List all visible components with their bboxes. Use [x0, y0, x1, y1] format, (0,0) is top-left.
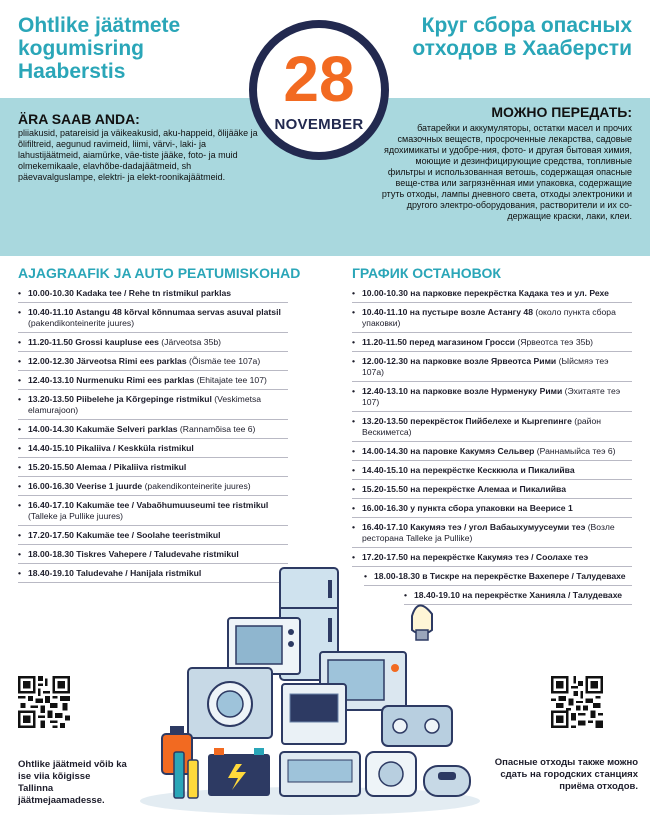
schedule-item-note: (Õismäe tee 107a)	[186, 356, 261, 366]
schedule-item-time-place: 16.40-17.10 Какумяэ теэ / угол Вабаыхумуусеуми теэ	[362, 522, 586, 532]
schedule-item-time-place: 18.40-19.10 Taludevahe / Hanijala ristmikul	[28, 568, 202, 578]
schedule-item-time-place: 11.20-11.50 Grossi kaupluse ees	[28, 337, 159, 347]
schedule-item	[352, 465, 632, 480]
schedule-item-time-place: 17.20-17.50 на перекрёстке Какумяэ теэ / Соолахе теэ	[362, 552, 589, 562]
schedule-item-time-place: 10.00-10.30 на парковке перекрёстка Кадака теэ и ул. Рехе	[362, 288, 609, 298]
schedule-item	[352, 356, 632, 382]
schedule-item	[18, 375, 288, 390]
schedule-item-note: (Ярвеотса теэ 35b)	[515, 337, 594, 347]
schedule-item	[18, 530, 288, 545]
schedule-item-time-place: 10.40-11.10 на пустыре возле Астангу 48	[362, 307, 533, 317]
schedule-item-time-place: 10.40-11.10 Astangu 48 kõrval kõnnumaa servas asuval platsil	[28, 307, 281, 317]
schedule-item-note: (pakendikonteinerite juures)	[142, 481, 251, 491]
accepted-text-russian: батарейки и аккумуляторы, остатки масел и прочих смазочных веществ, просроченные лекарства, садовые ядохимикаты и удобре-ния, фото- и другая бытовая химия, моющие и дезинфицирующие средства, топливные фильтры и использованная ветошь, содержащая опасные веще-ства или загрязнённая ими упаковка, содержащие ртуть отходы, лампы дневного света, отходы электроники и другого электро-оборудования, растворители и их со-держащие краски, лаки, клеи.	[381, 123, 632, 221]
qr-code-icon[interactable]	[551, 676, 603, 728]
schedule-item-note: (Раннамыйса теэ 6)	[534, 446, 616, 456]
schedule-item-note: (pakendikonteinerite juures)	[28, 318, 135, 328]
schedule-item-note: (Järveotsa 35b)	[158, 337, 222, 347]
title-estonian: Ohtlike jäätmete kogumisring Haaberstis	[18, 14, 181, 83]
schedule-item-note: (Rannamõisa tee 6)	[177, 424, 256, 434]
schedule-item	[18, 424, 288, 439]
schedule-item-note: (Talleke ja Pullike juures)	[28, 511, 124, 521]
accepted-items-estonian	[18, 111, 258, 183]
schedule-item	[352, 484, 632, 499]
schedule-item	[18, 356, 288, 371]
schedule-item-time-place: 11.20-11.50 перед магазином Гросси	[362, 337, 516, 347]
schedule-item-note: (Ыйсмяэ теэ 107a)	[362, 356, 609, 377]
schedule-item	[18, 288, 288, 303]
schedule-item	[18, 481, 288, 496]
hazardous-waste-pile-illustration	[132, 556, 482, 818]
accepted-text-estonian: pliiakusid, patareisid ja väikeakusid, aku-happeid, õlijääke ja õlifiltreid, aegunud ravimeid, liimi, värvi-, laki- ja lahustijäätmeid, aiamürke, väe-tiste jääke, foto- ja muid olmekemikaale, elavhõbe-dadajäätmeid, sh päevavalguslampe, elektri- ja elekt-roonikajäätmeid.	[18, 128, 258, 182]
schedule-item	[18, 443, 288, 458]
schedule-item-note: (Эхитаятe теэ 107)	[362, 386, 621, 407]
title-russian: Круг сбора опасных отходов в Хааберсти	[412, 14, 632, 60]
schedule-item	[18, 500, 288, 526]
schedule-item-time-place: 15.20-15.50 на перекрёстке Алемаа и Пикалийва	[362, 484, 566, 494]
schedule-item-note: (Veskimetsa elamurajoon)	[28, 394, 262, 415]
schedule-item	[352, 337, 632, 352]
accepted-items-russian	[376, 104, 632, 222]
date-circle	[249, 20, 389, 160]
date-day: 28	[283, 43, 355, 115]
schedule-item-time-place: 16.00-16.30 Veerise 1 juurde	[28, 481, 143, 491]
schedule-item	[352, 446, 632, 461]
schedule-item-note: (около пункта сбора упаковки)	[362, 307, 616, 328]
schedule-item	[352, 386, 632, 412]
schedule-item-note: (Ehitajate tee 107)	[194, 375, 267, 385]
schedule-item-time-place: 10.00-10.30 Kadaka tee / Rehe tn ristmikul parklas	[28, 288, 232, 298]
schedule-item-time-place: 18.40-19.10 на перекрёстке Ханияла / Талудевахе	[414, 590, 623, 600]
schedule-item	[352, 416, 632, 442]
footer-note-russian: Опасные отходы также можно сдать на городских станциях приёма отходов.	[494, 757, 638, 792]
schedule-item-time-place: 12.00-12.30 Järveotsa Rimi ees parklas	[28, 356, 187, 366]
schedule-item	[352, 307, 632, 333]
schedule-item-time-place: 14.00-14.30 Kakumäe Selveri parklas	[28, 424, 178, 434]
schedule-item	[18, 394, 288, 420]
schedule-item-time-place: 14.00-14.30 на паровке Какумяэ Сельвер	[362, 446, 535, 456]
schedule-item-time-place: 15.20-15.50 Alemaa / Pikaliiva ristmikul	[28, 462, 187, 472]
schedule-item	[18, 307, 288, 333]
schedule-item-time-place: 16.40-17.10 Kakumäe tee / Vabaõhumuuseumi tee ristmikul	[28, 500, 269, 510]
schedule-item-time-place: 14.40-15.10 Pikaliiva / Keskküla ristmikul	[28, 443, 194, 453]
schedule-item	[352, 522, 632, 548]
schedule-heading-russian: ГРАФИК ОСТАНОВОК	[352, 265, 501, 281]
schedule-item	[18, 462, 288, 477]
schedule-item	[352, 288, 632, 303]
schedule-item-note: (район Вескиметса)	[362, 416, 602, 437]
accepted-heading-russian: МОЖНО ПЕРЕДАТЬ:	[491, 104, 632, 120]
schedule-item-time-place: 12.40-13.10 Nurmenuku Rimi ees parklas	[28, 375, 195, 385]
schedule-item-time-place: 12.00-12.30 на парковке возле Ярвеотса Рими	[362, 356, 557, 366]
footer-note-estonian: Ohtlike jäätmeid võib ka ise viia kõigisse Tallinna jäätmejaamadesse.	[18, 759, 127, 806]
date-month: NOVEMBER	[274, 116, 364, 133]
schedule-heading-estonian: AJAGRAAFIK JA AUTO PEATUMISKOHAD	[18, 265, 301, 281]
schedule-item	[352, 503, 632, 518]
schedule-item-note: (Возле ресторана Talleke ja Pullike)	[362, 522, 615, 543]
schedule-item	[18, 337, 288, 352]
schedule-list-estonian	[18, 288, 288, 587]
accepted-heading-estonian: ÄRA SAAB ANDA:	[18, 111, 140, 127]
schedule-item-time-place: 18.00-18.30 Tiskres Vahepere / Taludevahe ristmikul	[28, 549, 239, 559]
schedule-item-time-place: 13.20-13.50 перекрёсток Пийбелехе и Кыргепинге	[362, 416, 572, 426]
qr-code-icon[interactable]	[18, 676, 70, 728]
schedule-item-time-place: 13.20-13.50 Piibelehe ja Kõrgepinge ristmikul	[28, 394, 212, 404]
schedule-item-time-place: 17.20-17.50 Kakumäe tee / Soolahe teeristmikul	[28, 530, 221, 540]
schedule-item-time-place: 14.40-15.10 на перекрёстке Кесккюла и Пикалийва	[362, 465, 575, 475]
schedule-item-time-place: 12.40-13.10 на парковке возле Нурменуку Рими	[362, 386, 563, 396]
schedule-item-time-place: 18.00-18.30 в Тискре на перекрёстке Вахепере / Талудевахе	[374, 571, 626, 581]
schedule-item-time-place: 16.00-16.30 у пункта сбора упаковки на Веерисе 1	[362, 503, 573, 513]
